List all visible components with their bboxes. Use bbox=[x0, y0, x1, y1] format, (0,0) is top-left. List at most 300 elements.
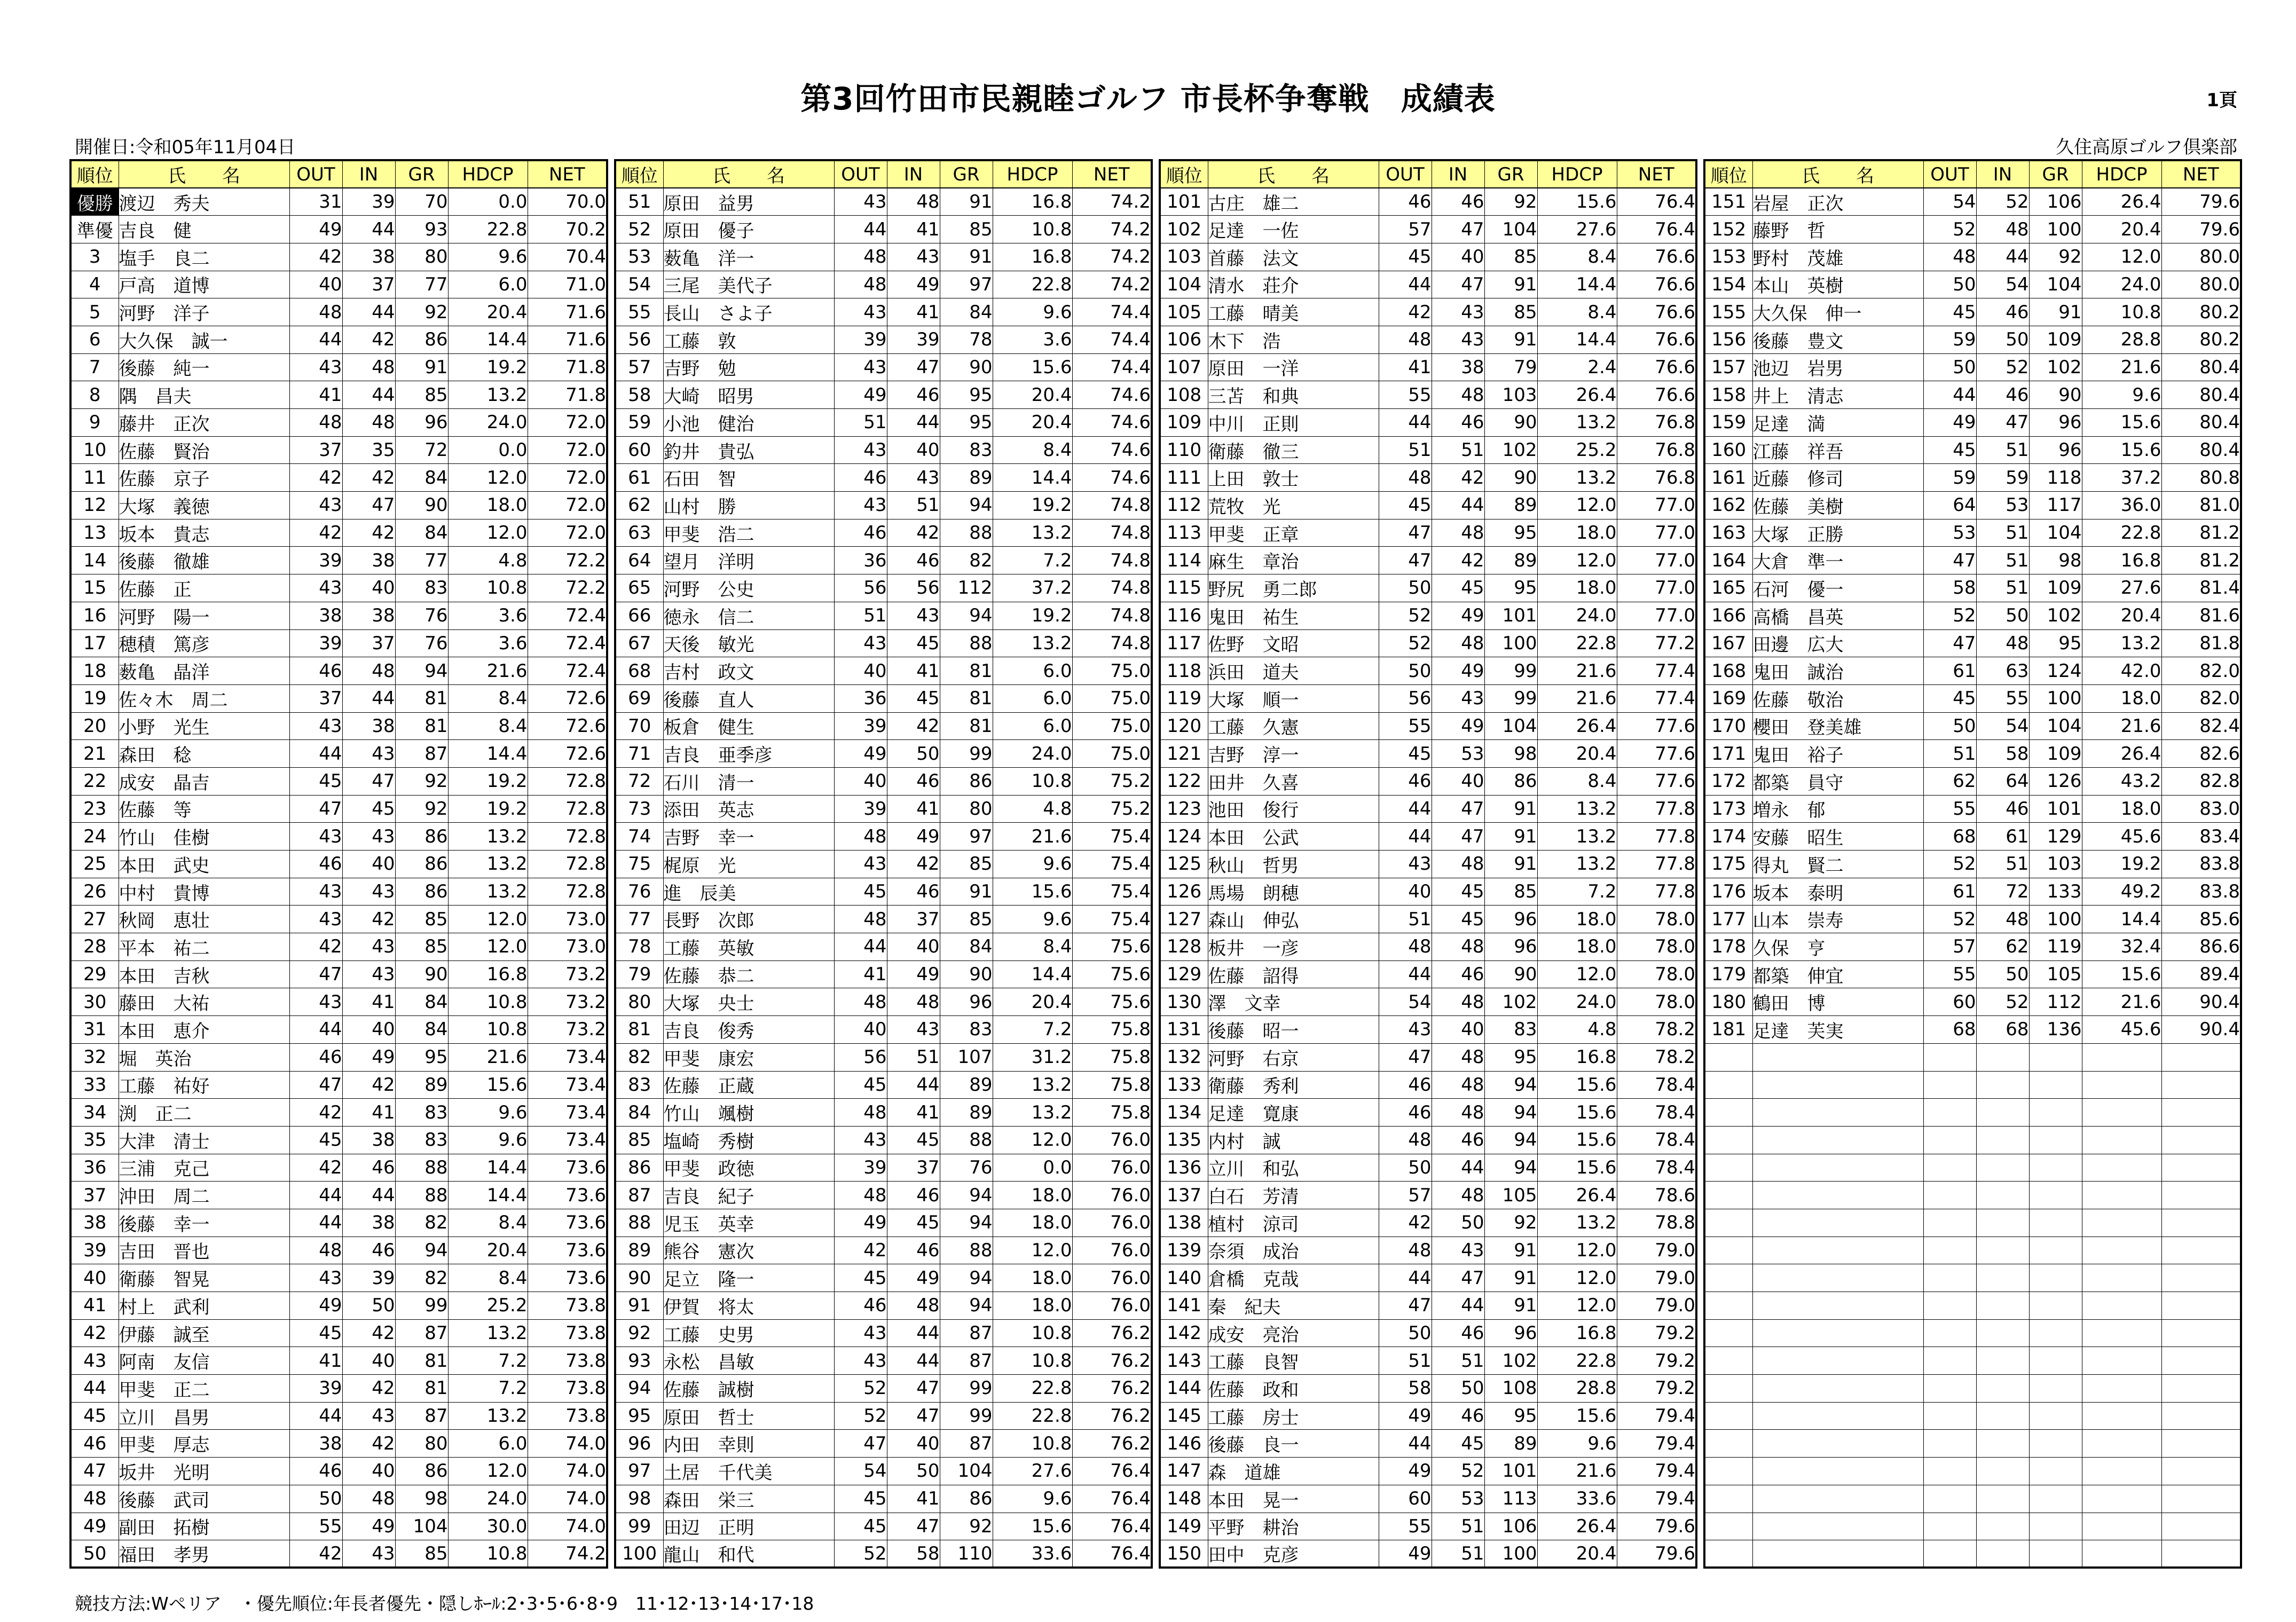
cell-rank: 25 bbox=[70, 851, 119, 878]
cell-in: 48 bbox=[1432, 1182, 1484, 1209]
cell-name: 荒牧 光 bbox=[1208, 492, 1379, 519]
cell-gr: 90 bbox=[395, 960, 448, 988]
cell-gr: 94 bbox=[940, 1264, 993, 1292]
cell-hdcp: 14.4 bbox=[993, 464, 1072, 492]
cell-net: 80.8 bbox=[2161, 464, 2241, 492]
cell-in: 37 bbox=[342, 629, 395, 657]
table-row bbox=[1704, 988, 2241, 1016]
cell-out bbox=[1923, 1402, 1976, 1430]
table-row bbox=[1704, 216, 2241, 243]
table-row bbox=[1160, 1319, 1696, 1347]
table-row bbox=[615, 1126, 1152, 1154]
cell-name: 塩手 良二 bbox=[119, 243, 289, 271]
cell-gr: 100 bbox=[1484, 1540, 1537, 1568]
cell-rank: 100 bbox=[615, 1540, 663, 1568]
cell-net: 70.0 bbox=[528, 188, 607, 216]
cell-out: 50 bbox=[1379, 657, 1432, 685]
cell-gr: 96 bbox=[1484, 906, 1537, 933]
cell-out bbox=[1923, 1071, 1976, 1099]
cell-hdcp: 19.2 bbox=[993, 602, 1072, 629]
cell-name: 副田 拓樹 bbox=[119, 1513, 289, 1540]
table-row bbox=[615, 1099, 1152, 1127]
cell-in: 41 bbox=[887, 216, 940, 243]
cell-hdcp: 15.6 bbox=[993, 878, 1072, 906]
cell-rank: 152 bbox=[1704, 216, 1752, 243]
cell-in: 49 bbox=[1432, 657, 1484, 685]
cell-in: 51 bbox=[887, 492, 940, 519]
results-table-col-1 bbox=[69, 159, 608, 1569]
cell-net: 79.4 bbox=[1617, 1430, 1696, 1458]
cell-net: 72.4 bbox=[528, 657, 607, 685]
cell-net: 76.6 bbox=[1617, 326, 1696, 353]
cell-in: 44 bbox=[1432, 492, 1484, 519]
cell-hdcp: 16.8 bbox=[448, 960, 528, 988]
cell-hdcp: 6.0 bbox=[993, 657, 1072, 685]
cell-hdcp: 14.4 bbox=[993, 960, 1072, 988]
cell-name: 都築 員守 bbox=[1752, 767, 1923, 795]
cell-out: 52 bbox=[1923, 602, 1976, 629]
column-header-hdcp: HDCP bbox=[2082, 160, 2161, 188]
table-row bbox=[1704, 1126, 2241, 1154]
cell-net bbox=[2161, 1319, 2241, 1347]
cell-rank: 7 bbox=[70, 353, 119, 381]
cell-hdcp: 13.2 bbox=[448, 878, 528, 906]
cell-net: 75.2 bbox=[1072, 795, 1152, 823]
cell-name bbox=[1752, 1540, 1923, 1568]
cell-rank: 32 bbox=[70, 1043, 119, 1071]
cell-out: 46 bbox=[1379, 1099, 1432, 1127]
cell-net: 81.4 bbox=[2161, 574, 2241, 602]
cell-hdcp: 15.6 bbox=[1537, 188, 1617, 216]
cell-net: 83.4 bbox=[2161, 823, 2241, 851]
cell-rank: 180 bbox=[1704, 988, 1752, 1016]
cell-hdcp: 9.6 bbox=[448, 1099, 528, 1127]
table-row bbox=[615, 823, 1152, 851]
cell-out bbox=[1923, 1099, 1976, 1127]
cell-gr: 94 bbox=[395, 657, 448, 685]
cell-name: 石河 優一 bbox=[1752, 574, 1923, 602]
cell-net: 72.4 bbox=[528, 629, 607, 657]
cell-gr: 90 bbox=[2029, 381, 2082, 409]
table-row bbox=[1160, 1485, 1696, 1513]
cell-net: 75.8 bbox=[1072, 1016, 1152, 1044]
table-row bbox=[615, 492, 1152, 519]
cell-out: 68 bbox=[1923, 823, 1976, 851]
cell-gr: 81 bbox=[395, 712, 448, 740]
cell-net bbox=[2161, 1043, 2241, 1071]
cell-out: 45 bbox=[1379, 492, 1432, 519]
table-row bbox=[1704, 188, 2241, 216]
cell-rank: 108 bbox=[1160, 381, 1208, 409]
cell-in: 50 bbox=[1976, 326, 2029, 353]
cell-name: 佐藤 詔得 bbox=[1208, 960, 1379, 988]
cell-rank: 65 bbox=[615, 574, 663, 602]
cell-gr: 109 bbox=[2029, 326, 2082, 353]
cell-gr: 84 bbox=[940, 298, 993, 326]
cell-name: 戸高 道博 bbox=[119, 271, 289, 298]
cell-hdcp: 37.2 bbox=[2082, 464, 2161, 492]
cell-gr: 97 bbox=[940, 271, 993, 298]
cell-gr bbox=[2029, 1071, 2082, 1099]
cell-net: 75.4 bbox=[1072, 878, 1152, 906]
cell-out: 58 bbox=[1923, 574, 1976, 602]
cell-out: 48 bbox=[289, 298, 342, 326]
cell-name: 河野 陽一 bbox=[119, 602, 289, 629]
cell-hdcp: 9.6 bbox=[993, 906, 1072, 933]
cell-gr: 86 bbox=[1484, 767, 1537, 795]
table-row bbox=[615, 326, 1152, 353]
cell-hdcp: 18.0 bbox=[993, 1292, 1072, 1320]
cell-name: 後藤 直人 bbox=[663, 684, 834, 712]
cell-in bbox=[1976, 1182, 2029, 1209]
cell-name: 野村 茂雄 bbox=[1752, 243, 1923, 271]
cell-hdcp bbox=[2082, 1347, 2161, 1375]
cell-gr: 96 bbox=[1484, 933, 1537, 961]
cell-hdcp: 21.6 bbox=[2082, 988, 2161, 1016]
cell-out bbox=[1923, 1264, 1976, 1292]
cell-in: 46 bbox=[1432, 960, 1484, 988]
cell-gr: 79 bbox=[1484, 353, 1537, 381]
cell-out: 43 bbox=[289, 906, 342, 933]
cell-out: 48 bbox=[1379, 1237, 1432, 1264]
table-row bbox=[70, 381, 607, 409]
cell-out: 61 bbox=[1923, 878, 1976, 906]
table-row bbox=[1704, 298, 2241, 326]
cell-net: 77.0 bbox=[1617, 574, 1696, 602]
cell-hdcp: 15.6 bbox=[1537, 1154, 1617, 1182]
cell-name: 倉橋 克哉 bbox=[1208, 1264, 1379, 1292]
cell-name: 森 道雄 bbox=[1208, 1458, 1379, 1485]
cell-rank: 17 bbox=[70, 629, 119, 657]
cell-net: 74.6 bbox=[1072, 464, 1152, 492]
cell-hdcp: 6.0 bbox=[448, 271, 528, 298]
cell-gr: 85 bbox=[1484, 878, 1537, 906]
cell-hdcp: 0.0 bbox=[993, 1154, 1072, 1182]
cell-net: 83.8 bbox=[2161, 851, 2241, 878]
cell-out bbox=[1923, 1458, 1976, 1485]
cell-hdcp: 13.2 bbox=[993, 519, 1072, 547]
cell-name: 田井 久喜 bbox=[1208, 767, 1379, 795]
cell-hdcp: 13.2 bbox=[448, 381, 528, 409]
cell-hdcp: 20.4 bbox=[993, 409, 1072, 437]
cell-gr: 104 bbox=[1484, 712, 1537, 740]
cell-hdcp: 7.2 bbox=[448, 1347, 528, 1375]
table-row bbox=[1160, 1375, 1696, 1403]
cell-out: 39 bbox=[289, 547, 342, 574]
cell-gr: 94 bbox=[395, 1237, 448, 1264]
cell-name: 竹山 颯樹 bbox=[663, 1099, 834, 1127]
event-date: 開催日:令和05年11月04日 bbox=[75, 137, 296, 158]
cell-name: 渕 正二 bbox=[119, 1099, 289, 1127]
cell-name: 板倉 健生 bbox=[663, 712, 834, 740]
cell-rank: 93 bbox=[615, 1347, 663, 1375]
cell-hdcp: 45.6 bbox=[2082, 1016, 2161, 1044]
cell-hdcp: 33.6 bbox=[993, 1540, 1072, 1568]
cell-in: 42 bbox=[887, 851, 940, 878]
cell-rank bbox=[1704, 1485, 1752, 1513]
cell-rank: 58 bbox=[615, 381, 663, 409]
cell-rank: 145 bbox=[1160, 1402, 1208, 1430]
cell-gr: 85 bbox=[1484, 298, 1537, 326]
cell-hdcp: 9.6 bbox=[448, 1126, 528, 1154]
cell-gr: 102 bbox=[1484, 988, 1537, 1016]
cell-rank: 57 bbox=[615, 353, 663, 381]
cell-out: 47 bbox=[1379, 1043, 1432, 1071]
cell-out: 42 bbox=[289, 243, 342, 271]
column-header-name: 氏 名 bbox=[119, 160, 289, 188]
cell-gr: 85 bbox=[395, 381, 448, 409]
cell-rank: 69 bbox=[615, 684, 663, 712]
cell-rank: 131 bbox=[1160, 1016, 1208, 1044]
cell-gr: 100 bbox=[1484, 629, 1537, 657]
cell-in: 48 bbox=[1432, 1099, 1484, 1127]
cell-hdcp: 10.8 bbox=[993, 216, 1072, 243]
table-row bbox=[70, 464, 607, 492]
table-row bbox=[1160, 906, 1696, 933]
cell-gr: 89 bbox=[940, 1071, 993, 1099]
cell-out: 45 bbox=[834, 878, 887, 906]
cell-name: 吉村 政文 bbox=[663, 657, 834, 685]
cell-name: 吉良 紀子 bbox=[663, 1182, 834, 1209]
cell-in: 46 bbox=[342, 1154, 395, 1182]
cell-in: 51 bbox=[1976, 436, 2029, 464]
cell-rank: 67 bbox=[615, 629, 663, 657]
cell-net: 75.6 bbox=[1072, 988, 1152, 1016]
cell-net: 79.6 bbox=[2161, 188, 2241, 216]
cell-name: 田中 克彦 bbox=[1208, 1540, 1379, 1568]
table-row bbox=[1160, 271, 1696, 298]
cell-in: 50 bbox=[342, 1292, 395, 1320]
table-row bbox=[1704, 767, 2241, 795]
cell-out: 41 bbox=[1379, 353, 1432, 381]
cell-gr: 99 bbox=[1484, 684, 1537, 712]
table-row bbox=[70, 1375, 607, 1403]
table-row bbox=[70, 906, 607, 933]
table-row bbox=[1704, 1043, 2241, 1071]
table-row bbox=[615, 216, 1152, 243]
cell-out: 43 bbox=[289, 1264, 342, 1292]
cell-out: 51 bbox=[1379, 1347, 1432, 1375]
cell-gr: 88 bbox=[940, 519, 993, 547]
cell-name: 後藤 純一 bbox=[119, 353, 289, 381]
cell-gr: 94 bbox=[1484, 1099, 1537, 1127]
cell-net: 82.6 bbox=[2161, 740, 2241, 768]
cell-out: 40 bbox=[834, 657, 887, 685]
cell-hdcp: 3.6 bbox=[448, 602, 528, 629]
cell-rank: 146 bbox=[1160, 1430, 1208, 1458]
cell-rank: 19 bbox=[70, 684, 119, 712]
cell-rank: 153 bbox=[1704, 243, 1752, 271]
cell-hdcp: 12.0 bbox=[448, 464, 528, 492]
table-row bbox=[615, 1071, 1152, 1099]
cell-net: 72.8 bbox=[528, 795, 607, 823]
table-row bbox=[1704, 712, 2241, 740]
cell-name: 大久保 誠一 bbox=[119, 326, 289, 353]
table-row bbox=[1704, 851, 2241, 878]
cell-in: 45 bbox=[887, 1126, 940, 1154]
cell-name: 甲斐 厚志 bbox=[119, 1430, 289, 1458]
cell-net: 74.0 bbox=[528, 1430, 607, 1458]
cell-in: 72 bbox=[1976, 878, 2029, 906]
cell-rank: 37 bbox=[70, 1182, 119, 1209]
cell-in: 48 bbox=[342, 353, 395, 381]
cell-name bbox=[1752, 1319, 1923, 1347]
cell-name: 甲斐 政徳 bbox=[663, 1154, 834, 1182]
cell-rank: 106 bbox=[1160, 326, 1208, 353]
cell-name: 得丸 賢二 bbox=[1752, 851, 1923, 878]
table-row bbox=[1704, 464, 2241, 492]
cell-hdcp: 14.4 bbox=[448, 1182, 528, 1209]
page-title: 第3回竹田市民親睦ゴルフ 市長杯争奪戦 成績表 bbox=[800, 81, 1496, 117]
cell-name: 大久保 伸一 bbox=[1752, 298, 1923, 326]
cell-gr: 94 bbox=[1484, 1126, 1537, 1154]
cell-out: 43 bbox=[834, 1347, 887, 1375]
cell-rank: 119 bbox=[1160, 684, 1208, 712]
cell-name: 熊谷 憲次 bbox=[663, 1237, 834, 1264]
cell-hdcp: 20.4 bbox=[1537, 740, 1617, 768]
cell-net: 70.4 bbox=[528, 243, 607, 271]
cell-net bbox=[2161, 1458, 2241, 1485]
cell-net: 75.4 bbox=[1072, 906, 1152, 933]
cell-out: 55 bbox=[289, 1513, 342, 1540]
table-row bbox=[1704, 1347, 2241, 1375]
cell-gr: 110 bbox=[940, 1540, 993, 1568]
cell-gr: 91 bbox=[1484, 1237, 1537, 1264]
cell-in bbox=[1976, 1043, 2029, 1071]
cell-net: 76.0 bbox=[1072, 1237, 1152, 1264]
cell-in: 37 bbox=[887, 906, 940, 933]
cell-in: 43 bbox=[887, 1016, 940, 1044]
cell-name: 浜田 道夫 bbox=[1208, 657, 1379, 685]
cell-rank: 21 bbox=[70, 740, 119, 768]
cell-hdcp: 18.0 bbox=[1537, 574, 1617, 602]
cell-hdcp: 9.6 bbox=[993, 851, 1072, 878]
table-row bbox=[1160, 602, 1696, 629]
cell-out: 44 bbox=[289, 1209, 342, 1237]
cell-name: 河野 公史 bbox=[663, 574, 834, 602]
cell-rank: 115 bbox=[1160, 574, 1208, 602]
cell-out: 49 bbox=[1379, 1540, 1432, 1568]
cell-out: 40 bbox=[1379, 878, 1432, 906]
cell-in: 38 bbox=[342, 712, 395, 740]
cell-out: 44 bbox=[289, 740, 342, 768]
cell-out bbox=[1923, 1154, 1976, 1182]
column-header-in: IN bbox=[342, 160, 395, 188]
cell-name: 平本 祐二 bbox=[119, 933, 289, 961]
cell-net: 78.2 bbox=[1617, 1043, 1696, 1071]
cell-gr: 99 bbox=[940, 1402, 993, 1430]
cell-hdcp: 20.4 bbox=[993, 381, 1072, 409]
cell-gr: 86 bbox=[395, 1458, 448, 1485]
cell-gr: 95 bbox=[940, 409, 993, 437]
cell-hdcp: 16.8 bbox=[993, 188, 1072, 216]
cell-hdcp: 12.0 bbox=[448, 1458, 528, 1485]
cell-in: 41 bbox=[887, 1099, 940, 1127]
cell-rank bbox=[1704, 1154, 1752, 1182]
cell-out: 43 bbox=[834, 492, 887, 519]
cell-out: 45 bbox=[834, 1264, 887, 1292]
cell-name: 伊賀 将太 bbox=[663, 1292, 834, 1320]
cell-in: 58 bbox=[1976, 740, 2029, 768]
cell-rank: 143 bbox=[1160, 1347, 1208, 1375]
cell-out: 43 bbox=[289, 492, 342, 519]
cell-in: 50 bbox=[1432, 1209, 1484, 1237]
cell-net bbox=[2161, 1430, 2241, 1458]
cell-out: 48 bbox=[1923, 243, 1976, 271]
cell-name bbox=[1752, 1154, 1923, 1182]
cell-gr: 72 bbox=[395, 436, 448, 464]
cell-hdcp: 14.4 bbox=[448, 326, 528, 353]
table-row bbox=[1704, 492, 2241, 519]
table-row bbox=[615, 767, 1152, 795]
cell-gr: 70 bbox=[395, 188, 448, 216]
cell-in: 46 bbox=[1432, 1126, 1484, 1154]
table-row bbox=[615, 1237, 1152, 1264]
cell-gr bbox=[2029, 1264, 2082, 1292]
cell-name: 大倉 準一 bbox=[1752, 547, 1923, 574]
table-row bbox=[1704, 1182, 2241, 1209]
cell-in: 48 bbox=[887, 188, 940, 216]
cell-hdcp: 22.8 bbox=[1537, 1347, 1617, 1375]
cell-out bbox=[1923, 1126, 1976, 1154]
cell-out bbox=[1923, 1540, 1976, 1568]
cell-name: 足立 隆一 bbox=[663, 1264, 834, 1292]
column-header-gr: GR bbox=[395, 160, 448, 188]
cell-net: 71.8 bbox=[528, 353, 607, 381]
cell-gr bbox=[2029, 1099, 2082, 1127]
cell-gr: 83 bbox=[395, 574, 448, 602]
table-row bbox=[615, 1513, 1152, 1540]
column-header-gr: GR bbox=[2029, 160, 2082, 188]
cell-net: 74.2 bbox=[1072, 271, 1152, 298]
cell-rank: 52 bbox=[615, 216, 663, 243]
cell-net: 74.6 bbox=[1072, 436, 1152, 464]
cell-in: 50 bbox=[1432, 1375, 1484, 1403]
cell-in: 50 bbox=[1976, 960, 2029, 988]
cell-gr: 92 bbox=[940, 1513, 993, 1540]
cell-name bbox=[1752, 1182, 1923, 1209]
cell-hdcp: 2.4 bbox=[1537, 353, 1617, 381]
cell-out: 49 bbox=[834, 1209, 887, 1237]
cell-out bbox=[1923, 1430, 1976, 1458]
cell-gr: 136 bbox=[2029, 1016, 2082, 1044]
cell-hdcp: 8.4 bbox=[1537, 298, 1617, 326]
cell-hdcp: 27.6 bbox=[993, 1458, 1072, 1485]
cell-net: 75.6 bbox=[1072, 960, 1152, 988]
column-header-gr: GR bbox=[1484, 160, 1537, 188]
table-row bbox=[70, 1347, 607, 1375]
cell-in: 44 bbox=[342, 298, 395, 326]
cell-net: 77.4 bbox=[1617, 657, 1696, 685]
column-header-net: NET bbox=[1617, 160, 1696, 188]
cell-name: 上田 敦士 bbox=[1208, 464, 1379, 492]
cell-gr: 91 bbox=[1484, 1292, 1537, 1320]
cell-out: 47 bbox=[289, 960, 342, 988]
cell-net: 74.2 bbox=[1072, 188, 1152, 216]
cell-in: 53 bbox=[1432, 1485, 1484, 1513]
cell-net: 82.4 bbox=[2161, 712, 2241, 740]
cell-rank: 40 bbox=[70, 1264, 119, 1292]
cell-gr: 90 bbox=[1484, 409, 1537, 437]
cell-hdcp: 15.6 bbox=[993, 1513, 1072, 1540]
cell-out: 43 bbox=[834, 353, 887, 381]
cell-name: 田邊 広大 bbox=[1752, 629, 1923, 657]
cell-in: 39 bbox=[887, 326, 940, 353]
cell-out: 48 bbox=[289, 409, 342, 437]
cell-out: 50 bbox=[1923, 712, 1976, 740]
cell-in bbox=[1976, 1209, 2029, 1237]
cell-net: 75.4 bbox=[1072, 823, 1152, 851]
